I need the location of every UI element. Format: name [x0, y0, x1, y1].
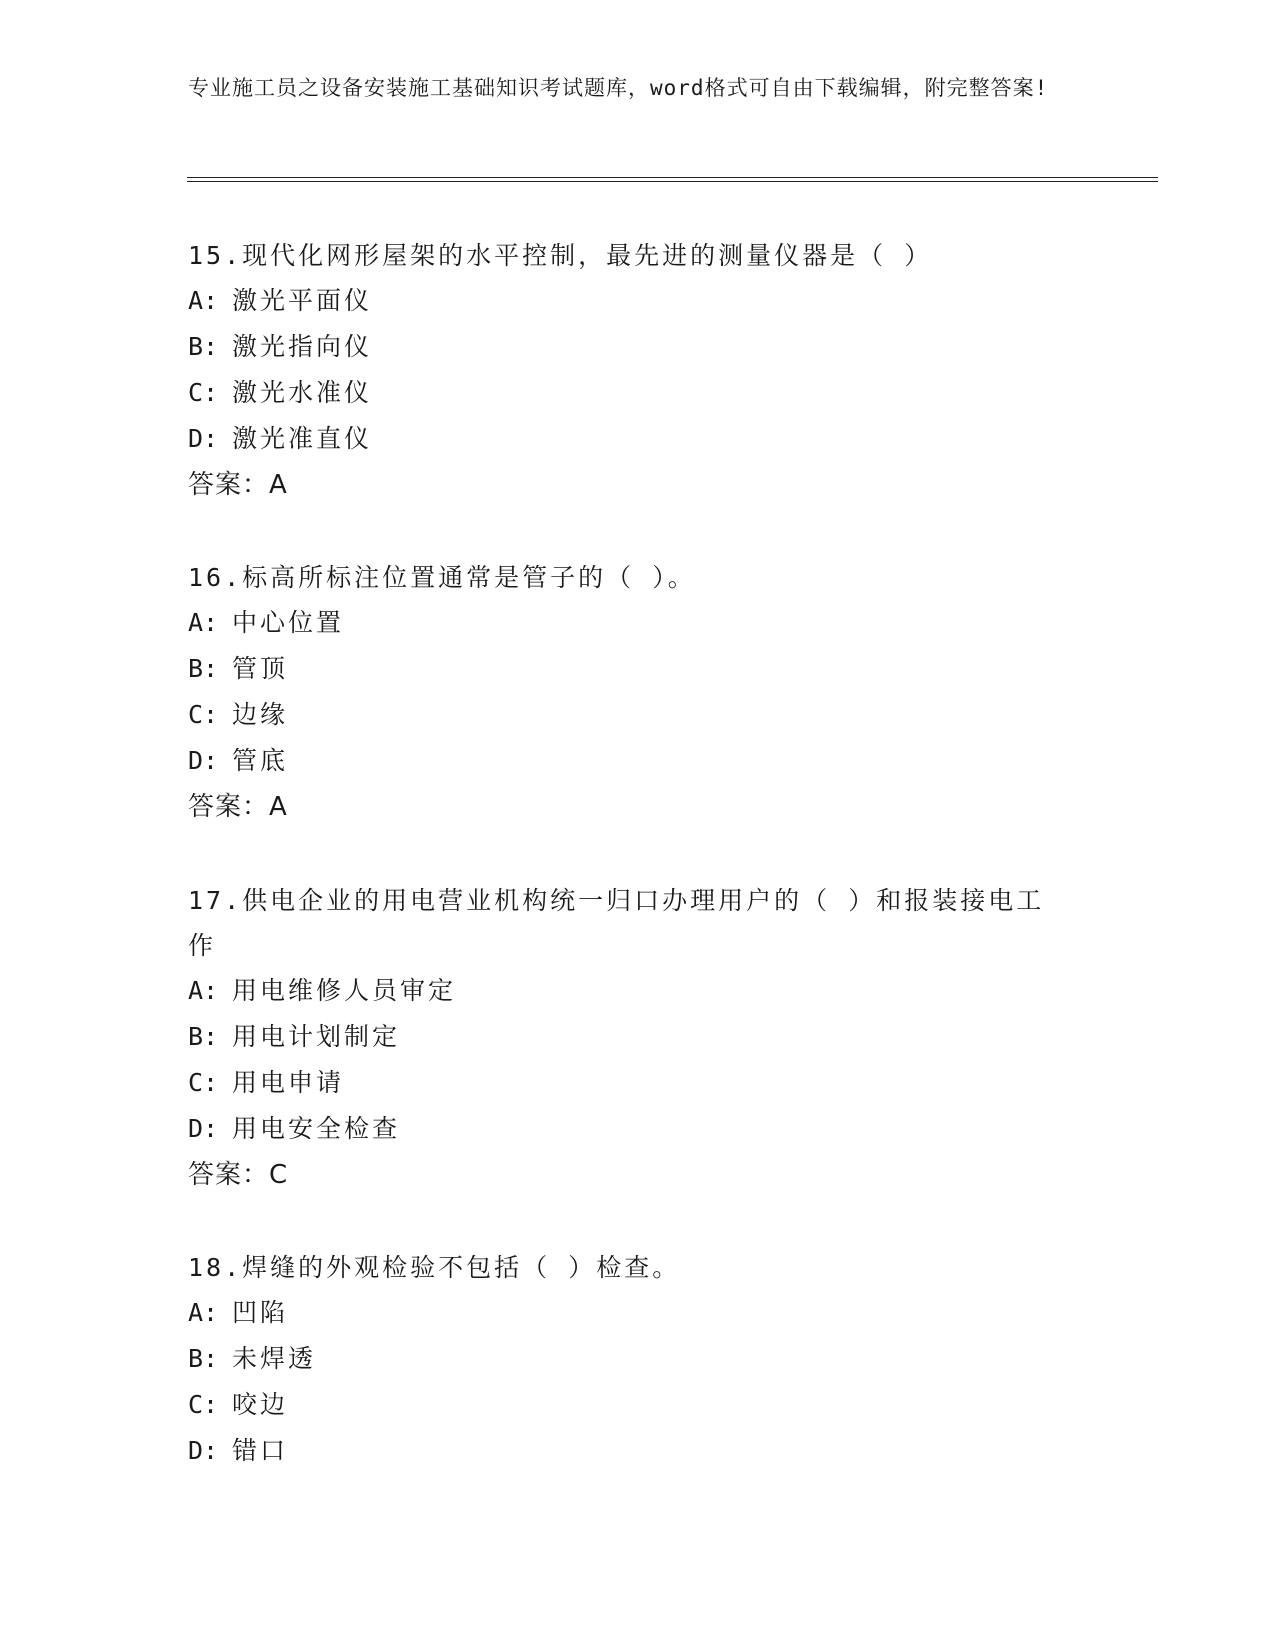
option-text: 管底 — [232, 746, 289, 775]
answer-line: 答案：A — [188, 470, 288, 500]
option-a — [188, 600, 1068, 646]
option-text: 未焊透 — [232, 1344, 317, 1373]
option-text: 激光准直仪 — [232, 424, 373, 453]
option-c — [188, 370, 1068, 416]
header-divider-top — [187, 177, 1158, 178]
option-letter: C: — [188, 1390, 219, 1419]
option-letter: A: — [188, 608, 219, 637]
option-c — [188, 1060, 1068, 1106]
option-letter: D: — [188, 424, 219, 453]
option-text: 用电安全检查 — [232, 1114, 401, 1143]
option-a — [188, 1290, 1068, 1336]
option-letter: A: — [188, 976, 219, 1005]
option-letter: A: — [188, 1298, 219, 1327]
option-b — [188, 646, 1068, 692]
option-text: 错口 — [232, 1436, 289, 1465]
option-letter: C: — [188, 378, 219, 407]
option-text: 边缘 — [232, 700, 289, 729]
question-title: 15.现代化网形屋架的水平控制，最先进的测量仪器是（ ） — [188, 241, 933, 270]
option-letter: C: — [188, 700, 219, 729]
option-d — [188, 738, 1068, 784]
option-b — [188, 324, 1068, 370]
option-text: 用电计划制定 — [232, 1022, 401, 1051]
option-text: 中心位置 — [232, 608, 345, 637]
option-letter: D: — [188, 746, 219, 775]
option-letter: A: — [188, 286, 219, 315]
option-a — [188, 968, 1068, 1014]
question-15 — [188, 233, 1068, 508]
question-17 — [188, 878, 1068, 1198]
option-letter: C: — [188, 1068, 219, 1097]
option-text: 用电维修人员审定 — [232, 976, 457, 1005]
option-letter: D: — [188, 1436, 219, 1465]
option-letter: D: — [188, 1114, 219, 1143]
option-text: 激光指向仪 — [232, 332, 373, 361]
option-b — [188, 1014, 1068, 1060]
option-d — [188, 1106, 1068, 1152]
option-text: 激光水准仪 — [232, 378, 373, 407]
question-title: 18.焊缝的外观检验不包括（ ）检查。 — [188, 1253, 681, 1282]
option-text: 激光平面仪 — [232, 286, 373, 315]
answer-line: 答案：C — [188, 1160, 289, 1190]
header-divider-bottom — [187, 181, 1158, 182]
option-letter: B: — [188, 1344, 219, 1373]
option-text: 用电申请 — [232, 1068, 345, 1097]
option-letter: B: — [188, 654, 219, 683]
option-letter: B: — [188, 1022, 219, 1051]
option-d — [188, 1428, 1068, 1474]
document-header: 专业施工员之设备安装施工基础知识考试题库，word格式可自由下载编辑，附完整答案! — [188, 76, 1049, 100]
option-letter: B: — [188, 332, 219, 361]
option-d — [188, 416, 1068, 462]
answer-line: 答案：A — [188, 792, 288, 822]
option-text: 咬边 — [232, 1390, 289, 1419]
option-c — [188, 1382, 1068, 1428]
question-16 — [188, 555, 1068, 830]
question-title: 17.供电企业的用电营业机构统一归口办理用户的（ ）和报装接电工作 — [188, 886, 1045, 960]
question-18 — [188, 1245, 1068, 1474]
option-a — [188, 278, 1068, 324]
option-text: 管顶 — [232, 654, 289, 683]
option-text: 凹陷 — [232, 1298, 289, 1327]
option-c — [188, 692, 1068, 738]
question-title: 16.标高所标注位置通常是管子的（ ）。 — [188, 563, 696, 592]
option-b — [188, 1336, 1068, 1382]
